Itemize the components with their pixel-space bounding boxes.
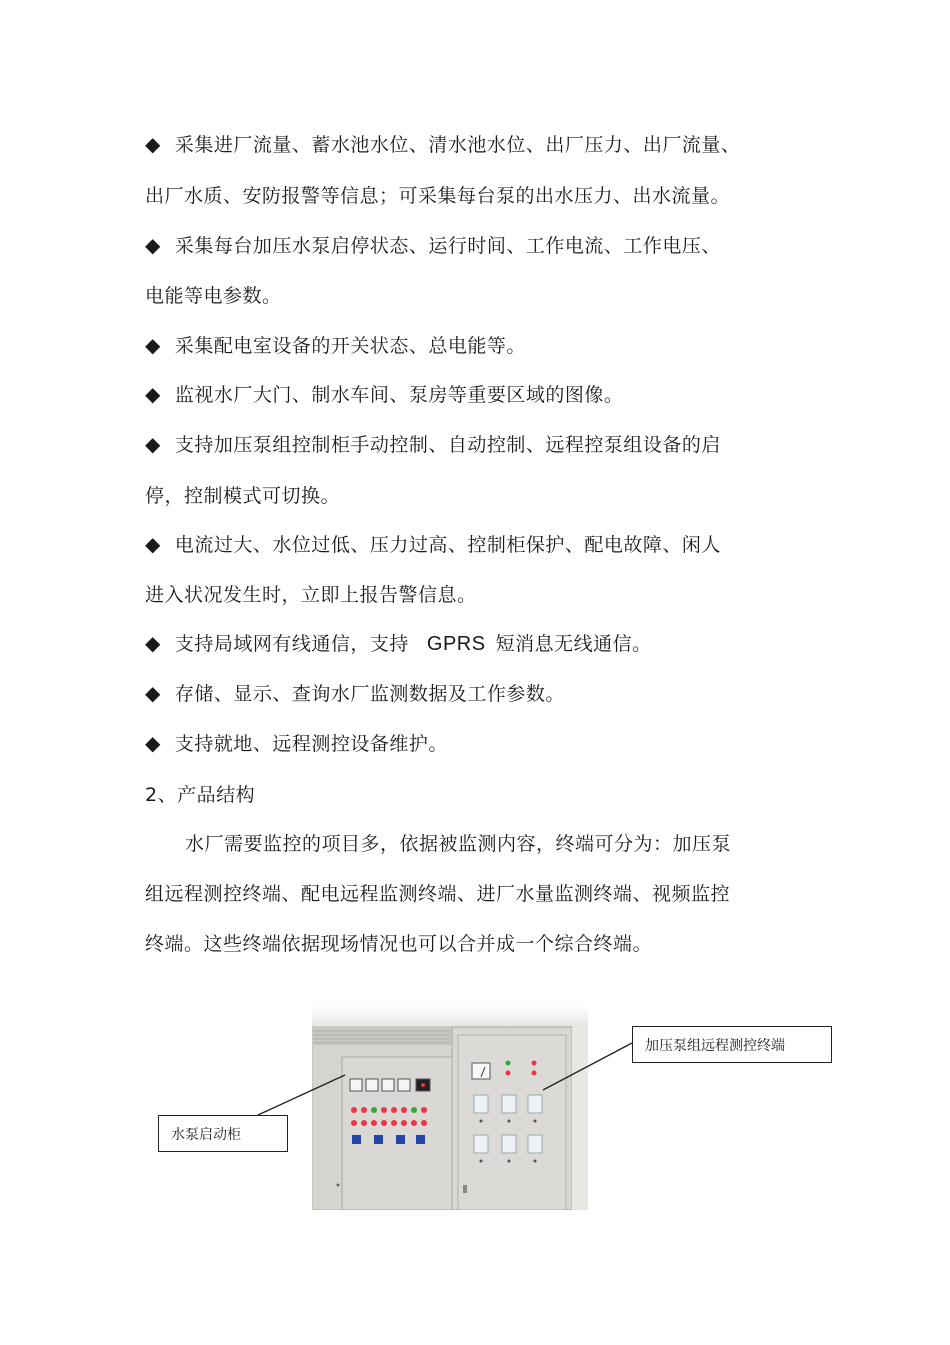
callout-line-left [258, 1075, 345, 1115]
paragraph-line-2: 组远程测控终端、配电远程监测终端、进厂水量监测终端、视频监控 [145, 883, 731, 905]
bullet-1-line1: ◆ 采集进厂流量、蓄水池水位、清水池水位、出厂压力、出厂流量、 [145, 132, 741, 156]
bullet-9: ◆ 支持就地、远程测控设备维护。 [145, 731, 448, 755]
diamond-bullet-icon: ◆ [145, 731, 161, 755]
paragraph-line-3: 终端。这些终端依据现场情况也可以合并成一个综合终端。 [145, 933, 653, 955]
callout-label-pump-start-cabinet: 水泵启动柜 [158, 1115, 288, 1152]
bullet-5-line2: 停，控制模式可切换。 [145, 485, 341, 507]
bullet-6-line1: ◆ 电流过大、水位过低、压力过高、控制柜保护、配电故障、闲人 [145, 532, 721, 556]
bullet-8: ◆ 存储、显示、查询水厂监测数据及工作参数。 [145, 681, 565, 705]
diamond-bullet-icon: ◆ [145, 631, 161, 655]
paragraph-line-1: 水厂需要监控的项目多，依据被监测内容，终端可分为：加压泵 [185, 833, 732, 855]
section-heading: 2、产品结构 [145, 784, 256, 806]
diamond-bullet-icon: ◆ [145, 333, 161, 357]
diamond-bullet-icon: ◆ [145, 132, 161, 156]
bullet-2-line1: ◆ 采集每台加压水泵启停状态、运行时间、工作电流、工作电压、 [145, 233, 721, 257]
bullet-6-line2: 进入状况发生时，立即上报告警信息。 [145, 584, 477, 606]
callout-line-right [543, 1043, 632, 1090]
gprs-term: GPRS [426, 633, 486, 655]
diamond-bullet-icon: ◆ [145, 432, 161, 456]
callout-label-booster-terminal: 加压泵组远程测控终端 [632, 1026, 832, 1063]
diamond-bullet-icon: ◆ [145, 233, 161, 257]
bullet-4: ◆ 监视水厂大门、制水车间、泵房等重要区域的图像。 [145, 382, 624, 406]
diamond-bullet-icon: ◆ [145, 681, 161, 705]
bullet-1-line2: 出厂水质、安防报警等信息；可采集每台泵的出水压力、出水流量。 [145, 185, 731, 207]
diamond-bullet-icon: ◆ [145, 532, 161, 556]
bullet-3: ◆ 采集配电室设备的开关状态、总电能等。 [145, 333, 526, 357]
diamond-bullet-icon: ◆ [145, 382, 161, 406]
bullet-2-line2: 电能等电参数。 [145, 285, 282, 307]
bullet-7: ◆ 支持局域网有线通信，支持 GPRS 短消息无线通信。 [145, 631, 652, 655]
bullet-5-line1: ◆ 支持加压泵组控制柜手动控制、自动控制、远程控泵组设备的启 [145, 432, 721, 456]
